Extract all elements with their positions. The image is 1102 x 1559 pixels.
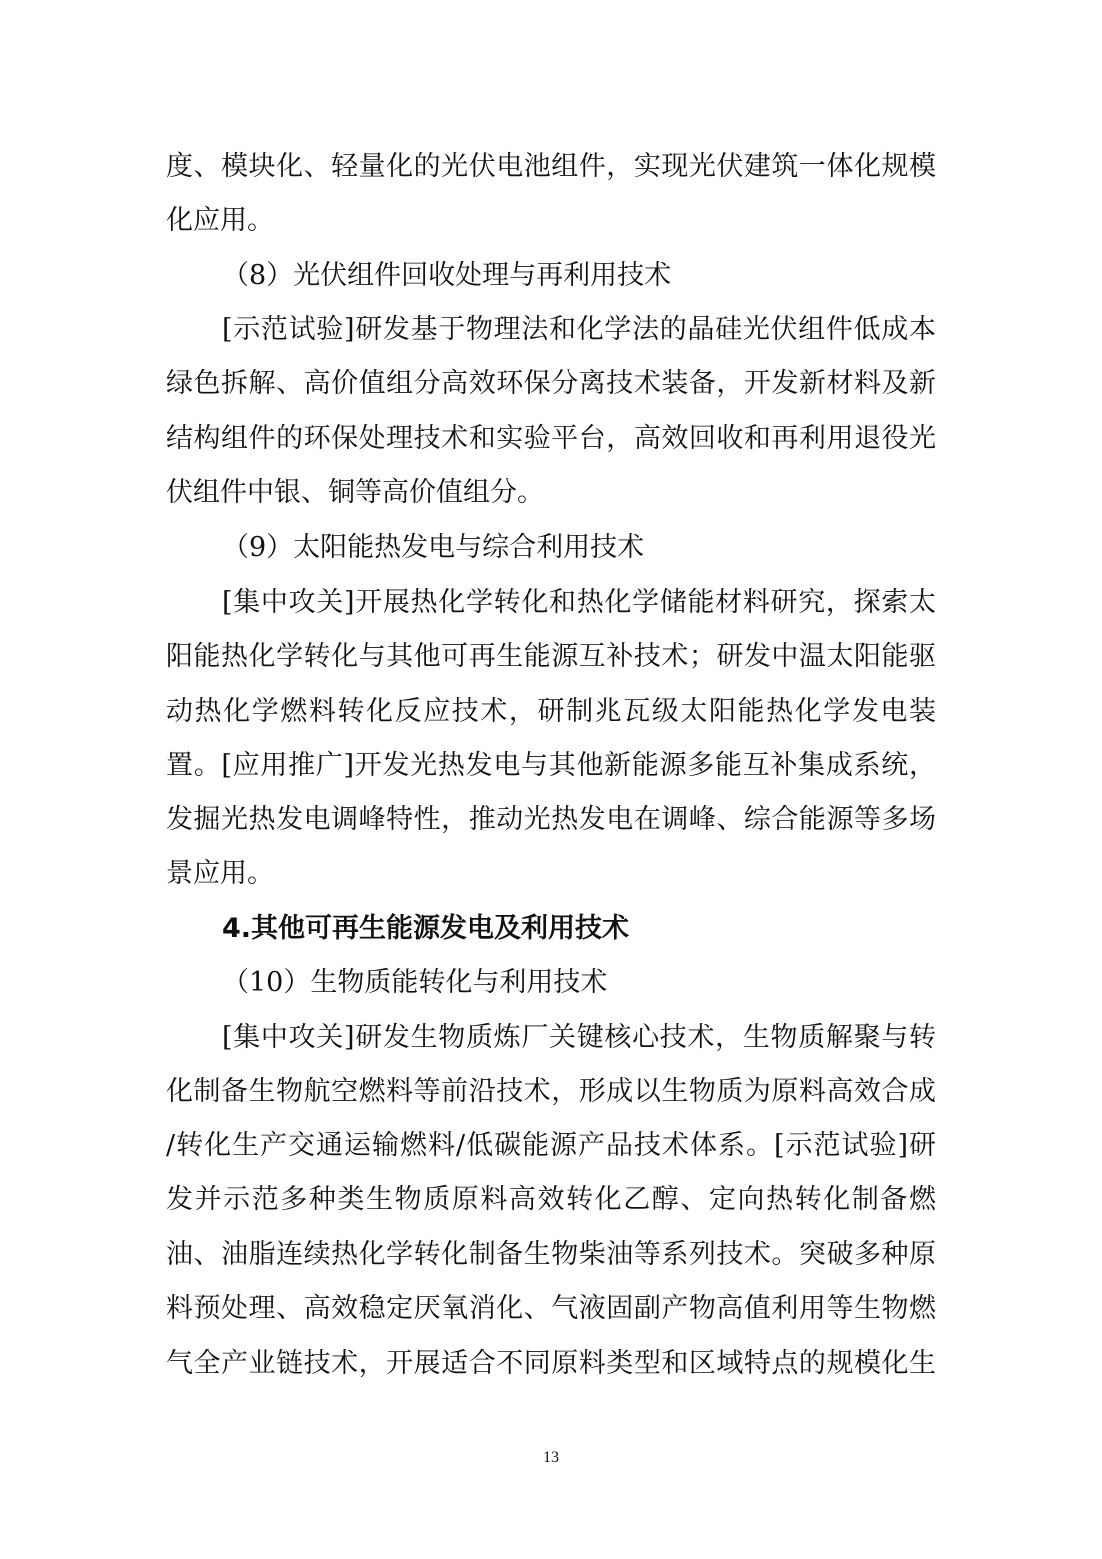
paragraph-line: 度、模块化、轻量化的光伏电池组件，实现光伏建筑一体化规模 bbox=[166, 151, 936, 182]
paragraph-line: 化应用。 bbox=[166, 205, 274, 236]
paragraph-line: 动热化学燃料转化反应技术，研制兆瓦级太阳能热化学发电装 bbox=[166, 696, 936, 727]
section-heading: 4.其他可再生能源发电及利用技术 bbox=[222, 913, 630, 944]
paragraph-line: 气全产业链技术，开展适合不同原料类型和区域特点的规模化生 bbox=[166, 1348, 936, 1379]
subsection-heading: （9）太阳能热发电与综合利用技术 bbox=[222, 532, 645, 563]
subsection-heading: （8）光伏组件回收处理与再利用技术 bbox=[222, 260, 672, 291]
paragraph-line: 阳能热化学转化与其他可再生能源互补技术；研发中温太阳能驱 bbox=[166, 641, 936, 672]
page-number: 13 bbox=[543, 1449, 559, 1466]
paragraph-line: [集中攻关]研发生物质炼厂关键核心技术，生物质解聚与转 bbox=[222, 1022, 936, 1053]
paragraph-line: 结构组件的环保处理技术和实验平台，高效回收和再利用退役光 bbox=[166, 423, 936, 454]
paragraph-line: [示范试验]研发基于物理法和化学法的晶硅光伏组件低成本 bbox=[222, 314, 936, 345]
paragraph-line: 绿色拆解、高价值组分高效环保分离技术装备，开发新材料及新 bbox=[166, 368, 936, 399]
paragraph-line: 景应用。 bbox=[166, 858, 274, 889]
paragraph-line: 发掘光热发电调峰特性，推动光热发电在调峰、综合能源等多场 bbox=[166, 804, 936, 835]
paragraph-line: 置。[应用推广]开发光热发电与其他新能源多能互补集成系统， bbox=[166, 750, 936, 781]
paragraph-line: 发并示范多种类生物质原料高效转化乙醇、定向热转化制备燃 bbox=[166, 1184, 936, 1215]
paragraph-line: 伏组件中银、铜等高价值组分。 bbox=[166, 477, 544, 508]
paragraph-line: 油、油脂连续热化学转化制备生物柴油等系列技术。突破多种原 bbox=[166, 1239, 936, 1270]
paragraph-line: 料预处理、高效稳定厌氧消化、气液固副产物高值利用等生物燃 bbox=[166, 1293, 936, 1324]
paragraph-line: 化制备生物航空燃料等前沿技术，形成以生物质为原料高效合成 bbox=[166, 1076, 936, 1107]
subsection-heading: （10）生物质能转化与利用技术 bbox=[222, 967, 608, 998]
paragraph-line: /转化生产交通运输燃料/低碳能源产品技术体系。[示范试验]研 bbox=[166, 1130, 936, 1161]
paragraph-line: [集中攻关]开展热化学转化和热化学储能材料研究，探索太 bbox=[222, 587, 936, 618]
